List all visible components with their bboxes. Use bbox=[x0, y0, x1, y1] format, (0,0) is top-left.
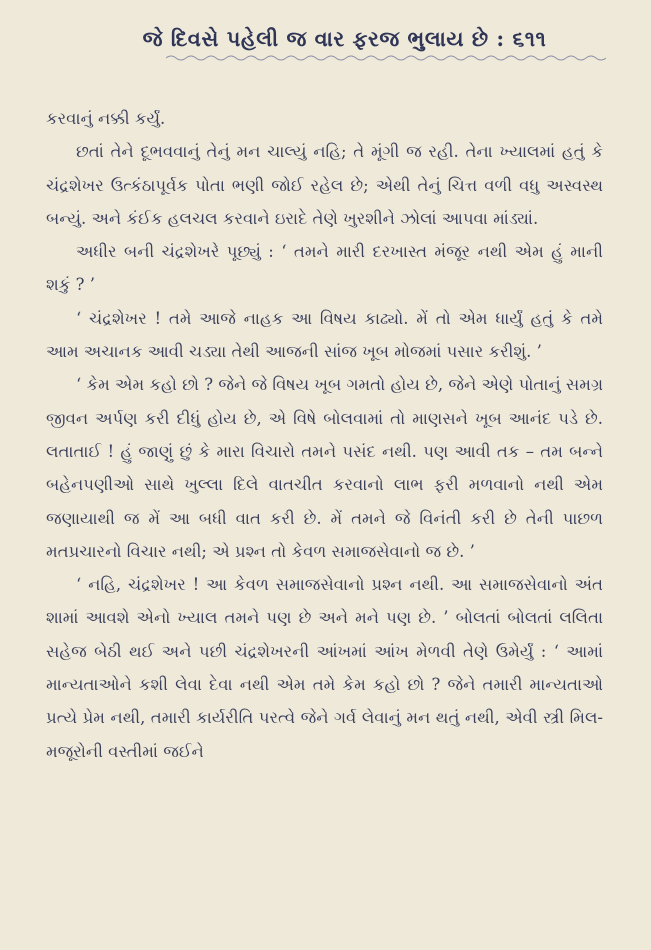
paragraph-continuation: કરવાનું નક્કી કર્યું. bbox=[46, 109, 166, 128]
paragraph: ‘ ચંદ્રશેખર ! તમે આજે નાહક આ વિષય કાઢ્યો. મેં તો એમ ધાર્યું હતું કે તમે આમ અચાનક આવી ચડ્યા તેથી આજની સાંજ ખૂબ મોજમાં પસાર કરીશું. ’ bbox=[46, 308, 603, 362]
running-head: જે દિવસે પહેલી જ વાર ફરજ ભુલાય છે : ૬૧૧ bbox=[142, 26, 547, 51]
paragraph: ‘ નહિ, ચંદ્રશેખર ! આ કેવળ સમાજસેવાનો પ્રશ્ન નથી. આ સમાજસેવાનો અંત શામાં આવશે એનો ખ્યાલ તમને પણ છે અને મને પણ છે. ’ બોલતાં બોલતાં લલિતા સહેજ બેઠી થઈ અને પછી ચંદ્રશેખરની આંખમાં આંખ મેળવી તેણે ઉમેર્યું : ‘ આમાં માન્યતાઓને કશી લેવા દેવા નથી એમ તમે કેમ કહો છો ? જેને તમારી માન્યતાઓ પ્રત્યે પ્રેમ નથી, તમારી કાર્યરીતિ પરત્વે જેને ગર્વ લેવાનું મન થતું નથી, એવી સ્ત્રી મિલ-મજૂરોની વસ્તીમાં જઈને bbox=[46, 575, 603, 761]
paragraph: છતાં તેને દૂભવવાનું તેનું મન ચાલ્યું નહિ; તે મૂંગી જ રહી. તેના ખ્યાલમાં હતું કે ચંદ્રશેખર ઉત્કંઠાપૂર્વક પોતા ભણી જોઈ રહેલ છે; એથી તેનું ચિત્ત વળી વધુ અસ્વસ્થ બન્યું. અને કંઈક હલચલ કરવાને ઇરાદે તેણે ખુરશીને ઝોલાં આપવા માંડ્યાં. bbox=[46, 142, 603, 228]
paragraph: અધીર બની ચંદ્રશેખરે પૂછ્યું : ‘ તમને મારી દરખાસ્ત મંજૂર નથી એમ હું માની શકું ? ’ bbox=[46, 242, 603, 295]
paragraph: ‘ કેમ એમ કહો છો ? જેને જે વિષય ખૂબ ગમતો હોય છે, જેને એણે પોતાનું સમગ્ર જીવન અર્પણ કરી દીધું હોય છે, એ વિષે બોલવામાં તો માણસને ખૂબ આનંદ પડે છે. લતાતાઈ ! હું જાણું છું કે મારા વિચારો તમને પસંદ નથી. પણ આવી તક – તમ બન્ને બહેનપણીઓ સાથે ખુલ્લા દિલે વાતચીત કરવાનો લાભ ફરી મળવાનો નથી એમ જણાયાથી જ મેં આ બધી વાત કરી છે. મેં તમને જે વિનંતી કરી છે તેની પાછળ મતપ્રચારનો વિચાર નથી; એ પ્રશ્ન તો કેવળ સમાજસેવાનો જ છે. ’ bbox=[46, 375, 603, 561]
header-wavy-rule bbox=[166, 54, 606, 62]
body-text bbox=[46, 102, 603, 768]
